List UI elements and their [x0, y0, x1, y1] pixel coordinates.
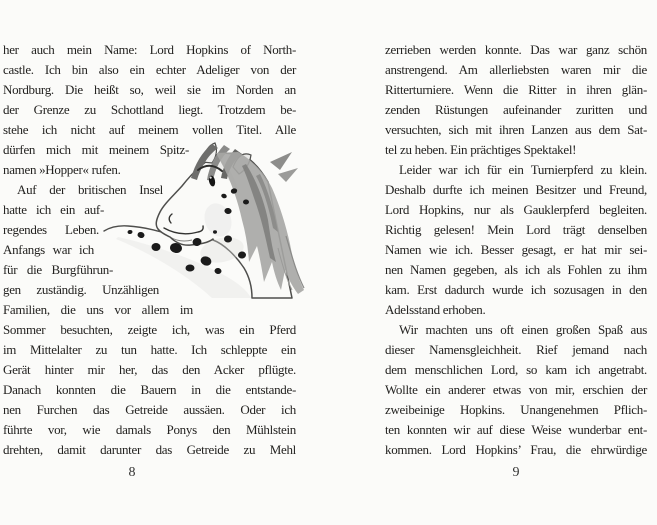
text-line: Danach konnten die Bauern in die entstande- — [3, 382, 296, 397]
text-line: stehe ich nicht auf meinem vollen Titel. Alle — [3, 122, 296, 137]
text-line: Nordburg. Die heißt so, weil sie im Norden an — [3, 82, 296, 97]
pony-mane-tuft — [270, 152, 292, 170]
text-line: tel zu heben. Ein prächtiges Spektakel! — [385, 142, 577, 157]
text-line: Anfangs war ich — [3, 242, 94, 257]
text-line: zerrieben werden konnte. Das war ganz schön — [385, 42, 647, 57]
text-line: Wir machten uns oft einen großen Spaß aus — [399, 322, 647, 337]
pony-eye-highlight — [210, 177, 212, 179]
text-line: Wollte ein anderer etwas von mir, erschien der — [385, 382, 647, 397]
text-line: zweibeinige Hopkins. Unangenehmen Pflich- — [385, 402, 647, 417]
text-line: kam. Erst dadurch wurde ich sozusagen in den — [385, 282, 647, 297]
text-line: namen »Hopper« rufen. — [3, 162, 121, 177]
right-page-text — [385, 40, 647, 460]
text-line: Gerät hinter mir her, das den Acker pflügte. — [3, 362, 296, 377]
text-line: gen zuständig. Unzähligen — [3, 282, 159, 297]
text-line: Deshalb durfte ich meinen Besitzer und Freund, — [385, 182, 647, 197]
text-line: castle. Ich bin also ein echter Adeliger von der — [3, 62, 296, 77]
text-line: im Mittelalter zu tun hatte. Ich schleppte ein — [3, 342, 296, 357]
page-number-right: 9 — [512, 465, 520, 480]
text-line: drehten, damit darunter das Getreide zu Mehl — [3, 442, 296, 457]
text-line: zenden Rüstungen aufeinander zuritten und — [385, 102, 647, 117]
text-line: hatte ich ein auf- — [3, 202, 104, 217]
page-number-left: 8 — [128, 465, 136, 480]
text-line: Ritterturniere. Wenn die Ritter in ihren glän- — [385, 82, 647, 97]
text-line: Sommer besuchten, zeigte ich, was ein Pferd — [3, 322, 296, 337]
text-line: Namen wie ich. Besser gesagt, er hat mir sei- — [385, 242, 647, 257]
text-line: führte vor, wie damals Ponys den Mühlstein — [3, 422, 296, 437]
text-line: versuchten, sich mit ihren Lanzen aus dem Sat- — [385, 122, 647, 137]
text-line: nen Furchen das Getreide aussäen. Oder ich — [3, 402, 296, 417]
text-line: kommen. Lord Hopkins’ Frau, die ehrwürdige — [385, 442, 647, 457]
text-line: für die Burgführun- — [3, 262, 113, 277]
text-line: Adelsstand erhoben. — [385, 302, 486, 317]
text-line: Richtig gelesen! Mein Lord trägt denselben — [385, 222, 647, 237]
spotted-pony-illustration — [100, 140, 335, 300]
text-line: Auf der britischen Insel — [17, 182, 163, 197]
text-line: anstrengend. Am allerliebsten waren mir die — [385, 62, 647, 77]
text-line: nen Namen gegeben, als ich als Fohlen zu ihm — [385, 262, 647, 277]
text-line: dem menschlichen Lord, so kam ich angetrabt. — [385, 362, 647, 377]
text-line: dürfen mich mit meinem Spitz- — [3, 142, 189, 157]
text-line: her auch mein Name: Lord Hopkins of North- — [3, 42, 296, 57]
text-line: Leider war ich für ein Turnierpferd zu klein. — [399, 162, 647, 177]
text-line: der Grenze zu Schottland liegt. Trotzdem be- — [3, 102, 296, 117]
text-line: regendes Leben. — [3, 222, 99, 237]
text-line: Lord Hopkins, nur als Gauklerpferd begleiten. — [385, 202, 647, 217]
pony-mane-tuft — [278, 168, 298, 182]
text-line: dieser Namensgleichheit. Rief jemand nach — [385, 342, 647, 357]
text-line: Familien, die uns vor allem im — [3, 302, 193, 317]
text-line: ten konnten wir auf diese Weise wunderbar ent- — [385, 422, 647, 437]
